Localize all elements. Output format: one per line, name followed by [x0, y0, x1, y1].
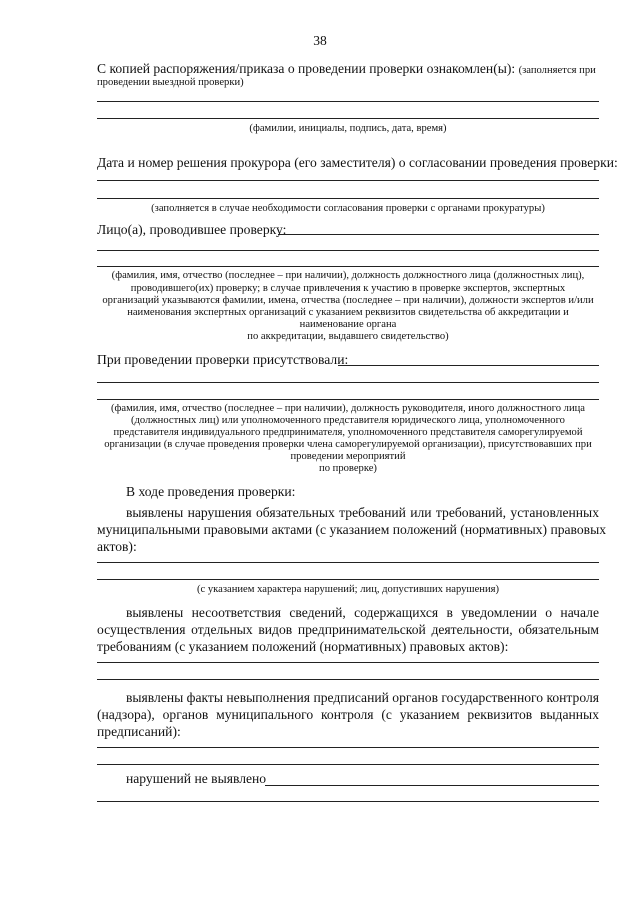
- copy-notice-label: [97, 60, 596, 77]
- attendees-label: При проведении проверки присутствовали:: [97, 352, 349, 367]
- prosecutor-decision-line-1[interactable]: [97, 180, 599, 181]
- inconsistencies-text-1: выявлены несоответствия сведений, содержащихся в уведомлении о начале: [126, 605, 599, 620]
- violations-caption: (с указанием характера нарушений; лиц, допустивших нарушения): [196, 584, 500, 595]
- inspectors-label: Лицо(а), проводившее проверку:: [97, 222, 287, 237]
- inconsistencies-line-1[interactable]: [97, 662, 599, 663]
- prosecutor-decision-label: Дата и номер решения прокурора (его заместителя) о согласовании проведения проверки:: [97, 155, 618, 170]
- no-violations-line-1[interactable]: [265, 785, 599, 786]
- copy-notice-line-1[interactable]: [97, 101, 599, 102]
- inconsistencies-text-3: требованиям (с указанием положений (нормативных) правовых актов):: [97, 639, 509, 654]
- prosecutor-decision-line-2[interactable]: [97, 198, 599, 199]
- attendees-line-1[interactable]: [338, 365, 599, 366]
- noncompliance-text-3: предписаний):: [97, 724, 181, 739]
- inconsistencies-text-2: осуществления отдельных видов предпринимательской деятельности, обязательным: [97, 622, 599, 637]
- violations-text-2: муниципальными правовыми актами (с указанием положений (нормативных) правовых: [97, 522, 607, 537]
- attendees-line-2[interactable]: [97, 382, 599, 383]
- copy-notice-main: С копией распоряжения/приказа о проведении проверки ознакомлен(ы):: [97, 61, 516, 76]
- inspectors-caption-4: наименования экспертных организаций с указанием реквизитов свидетельства об аккредитации и: [127, 307, 569, 318]
- copy-notice-note: (заполняется при: [518, 65, 596, 76]
- copy-notice-caption: (фамилии, инициалы, подпись, дата, время): [249, 123, 447, 134]
- violations-text-1: выявлены нарушения обязательных требований или требований, установленных: [126, 505, 599, 520]
- violations-text-3: актов):: [97, 539, 137, 554]
- inspectors-caption-3: организаций указываются фамилии, имена, отчества (последнее – при наличии), должности экспертов и/или: [102, 295, 594, 306]
- attendees-caption-2: (должностных лиц) или уполномоченного представителя юридического лица, уполномоченного: [131, 415, 565, 426]
- attendees-caption-1: (фамилия, имя, отчество (последнее – при наличии), должность руководителя, иного должностного лица: [110, 403, 585, 414]
- attendees-line-3[interactable]: [97, 399, 599, 400]
- prosecutor-decision-caption: (заполняется в случае необходимости согласования проверки с органами прокуратуры): [151, 203, 545, 214]
- noncompliance-line-2[interactable]: [97, 764, 599, 765]
- page-number: 38: [313, 33, 327, 48]
- inspectors-caption-1: (фамилия, имя, отчество (последнее – при наличии), должность должностного лица (должностных лиц),: [111, 270, 585, 281]
- inspectors-caption-6: по аккредитации, выдавшего свидетельство): [247, 331, 449, 342]
- inspectors-line-3[interactable]: [97, 266, 599, 267]
- inspectors-line-2[interactable]: [97, 250, 599, 251]
- noncompliance-text-2: (надзора), органов муниципального контроля (с указанием реквизитов выданных: [97, 707, 599, 722]
- violations-line-1[interactable]: [97, 562, 599, 563]
- attendees-caption-3: представителя индивидуального предпринимателя, уполномоченного представителя саморегулируемой: [113, 427, 583, 438]
- attendees-caption-4: организации (в случае проведения проверки члена саморегулируемой организации), присутствовавших при: [104, 439, 592, 450]
- noncompliance-text-1: выявлены факты невыполнения предписаний органов государственного контроля: [126, 690, 599, 705]
- noncompliance-line-1[interactable]: [97, 747, 599, 748]
- violations-line-2[interactable]: [97, 579, 599, 580]
- inconsistencies-line-2[interactable]: [97, 679, 599, 680]
- copy-notice-note-cont: проведении выездной проверки): [97, 77, 244, 88]
- copy-notice-line-2[interactable]: [97, 118, 599, 119]
- findings-intro: В ходе проведения проверки:: [126, 484, 296, 499]
- inspectors-caption-5: наименование органа: [299, 319, 397, 330]
- no-violations-label: нарушений не выявлено: [126, 771, 267, 786]
- attendees-caption-5: проведении мероприятий: [290, 451, 406, 462]
- no-violations-line-2[interactable]: [97, 801, 599, 802]
- inspectors-line-1[interactable]: [278, 234, 599, 235]
- attendees-caption-6: по проверке): [319, 463, 377, 474]
- inspectors-caption-2: проводившего(их) проверку; в случае привлечения к участию в проверке экспертов, экспертных: [130, 283, 566, 294]
